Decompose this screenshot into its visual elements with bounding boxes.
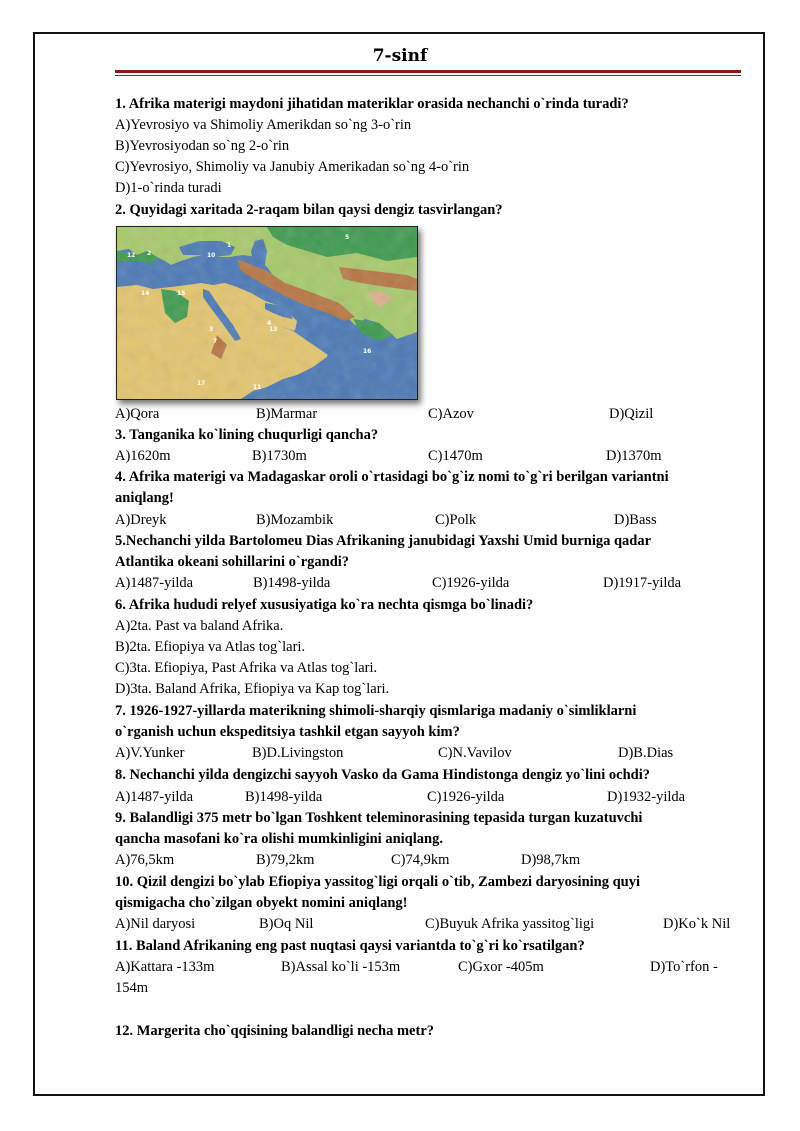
map-label-7: 7 [213,338,218,345]
map-label-17: 17 [197,380,206,387]
q2-option-b: B)Marmar [256,406,318,422]
q10-option-c: C)Buyuk Afrika yassitog`ligi [425,916,595,932]
q8-option-c: C)1926-yilda [427,789,505,805]
title-divider-thick [115,70,741,73]
question-5-cont: Atlantika okeani sohillarini o`rgandi? [115,554,350,570]
q8-option-d: D)1932-yilda [607,789,686,805]
question-9: 9. Balandligi 375 metr bo`lgan Toshkent teleminorasining tepasida turgan kuzatuvchi [115,810,643,826]
map-label-3: 3 [209,326,214,333]
q1-option-c: C)Yevrosiyo, Shimoliy va Janubiy Amerikadan so`ng 4-o`rin [115,159,470,175]
q9-option-a: A)76,5km [115,852,175,868]
q5-option-b: B)1498-yilda [253,575,331,591]
question-5: 5.Nechanchi yilda Bartolomeu Dias Afrikaning janubidagi Yaxshi Umid burniga qadar [115,533,652,549]
q4-option-c: C)Polk [435,512,477,528]
question-3: 3. Tanganika ko`lining chuqurligi qancha? [115,427,379,443]
q9-option-d: D)98,7km [521,852,581,868]
title-divider-thin [115,75,741,76]
q11-option-c: C)Gxor -405m [458,959,544,975]
q7-option-a: A)V.Yunker [115,745,185,761]
map-label-4: 4 [267,320,272,327]
question-11: 11. Baland Afrikaning eng past nuqtasi qaysi variantda to`g`ri ko`rsatilgan? [115,938,585,954]
q7-option-c: C)N.Vavilov [438,745,512,761]
q3-options [115,446,755,467]
q5-option-a: A)1487-yilda [115,575,194,591]
q9-option-b: B)79,2km [256,852,315,868]
question-12: 12. Margerita cho`qqisining balandligi necha metr? [115,1023,434,1039]
question-1: 1. Afrika materigi maydoni jihatidan materiklar orasida nechanchi o`rinda turadi? [115,96,629,112]
q10-option-a: A)Nil daryosi [115,916,196,932]
q7-option-d: D)B.Dias [618,745,674,761]
map-label-16: 16 [363,348,372,355]
question-4: 4. Afrika materigi va Madagaskar oroli o`rtasidagi bo`g`iz nomi to`g`ri berilgan variantni [115,469,669,485]
q3-option-c: C)1470m [428,448,483,464]
q5-option-c: C)1926-yilda [432,575,510,591]
q10-options [115,914,755,935]
map-label-14: 14 [141,290,150,297]
map-label-12: 12 [127,252,136,259]
q2-option-c: C)Azov [428,406,474,422]
question-10: 10. Qizil dengizi bo`ylab Efiopiya yassitog`ligi orqali o`tib, Zambezi daryosining quyi [115,874,641,890]
q8-option-a: A)1487-yilda [115,789,194,805]
map-label-13: 13 [269,326,278,333]
q3-option-d: D)1370m [606,448,662,464]
q10-option-b: B)Oq Nil [259,916,314,932]
question-9-cont: qancha masofani ko`ra olishi mumkinligini aniqlang. [115,831,443,847]
q4-option-d: D)Bass [614,512,657,528]
middle-east-map [116,226,418,400]
q4-options [115,510,755,531]
q2-options [115,404,755,425]
question-4-cont: aniqlang! [115,490,174,506]
map-label-1: 1 [227,242,232,249]
q5-option-d: D)1917-yilda [603,575,682,591]
q6-option-a: A)2ta. Past va baland Afrika. [115,618,284,634]
question-6: 6. Afrika hududi relyef xususiyatiga ko`ra nechta qismga bo`linadi? [115,597,534,613]
q1-option-a: A)Yevrosiyo va Shimoliy Amerikdan so`ng 3-o`rin [115,117,412,133]
q6-option-c: C)3ta. Efiopiya, Past Afrika va Atlas tog`lari. [115,660,378,676]
q7-options [115,743,755,764]
map-label-11: 11 [253,384,262,391]
map-label-2: 2 [147,250,152,257]
q9-option-c: C)74,9km [391,852,450,868]
q8-option-b: B)1498-yilda [245,789,323,805]
q7-option-b: B)D.Livingston [252,745,344,761]
q11-option-d-wrap: 154m [115,980,149,996]
q4-option-b: B)Mozambik [256,512,334,528]
q2-option-d: D)Qizil [609,406,654,422]
question-8: 8. Nechanchi yilda dengizchi sayyoh Vasko da Gama Hindistonga dengiz yo`lini ochdi? [115,767,650,783]
q5-options [115,573,755,594]
q9-options [115,850,755,871]
question-2: 2. Quyidagi xaritada 2-raqam bilan qaysi dengiz tasvirlangan? [115,202,503,218]
q8-options [115,787,755,808]
q1-option-d: D)1-o`rinda turadi [115,180,222,196]
q11-option-b: B)Assal ko`li -153m [281,959,401,975]
question-7: 7. 1926-1927-yillarda materikning shimoli-sharqiy qismlariga madaniy o`simliklarni [115,703,637,719]
q3-option-a: A)1620m [115,448,171,464]
q11-options [115,957,755,978]
q3-option-b: B)1730m [252,448,307,464]
q11-option-a: A)Kattara -133m [115,959,215,975]
map-label-15: 15 [177,290,186,297]
question-10-cont: qismigacha cho`zilgan obyekt nomini aniqlang! [115,895,408,911]
q11-option-d: D)To`rfon - [650,959,718,975]
map-label-5: 5 [345,234,350,241]
q10-option-d: D)Ko`k Nil [663,916,731,932]
q1-option-b: B)Yevrosiyodan so`ng 2-o`rin [115,138,290,154]
q2-option-a: A)Qora [115,406,160,422]
page-title: 7-sinf [372,46,428,66]
q6-option-d: D)3ta. Baland Afrika, Efiopiya va Kap tog`lari. [115,681,390,697]
map-label-10: 10 [207,252,216,259]
q4-option-a: A)Dreyk [115,512,167,528]
question-7-cont: o`rganish uchun ekspeditsiya tashkil etgan sayyoh kim? [115,724,460,740]
q6-option-b: B)2ta. Efiopiya va Atlas tog`lari. [115,639,306,655]
